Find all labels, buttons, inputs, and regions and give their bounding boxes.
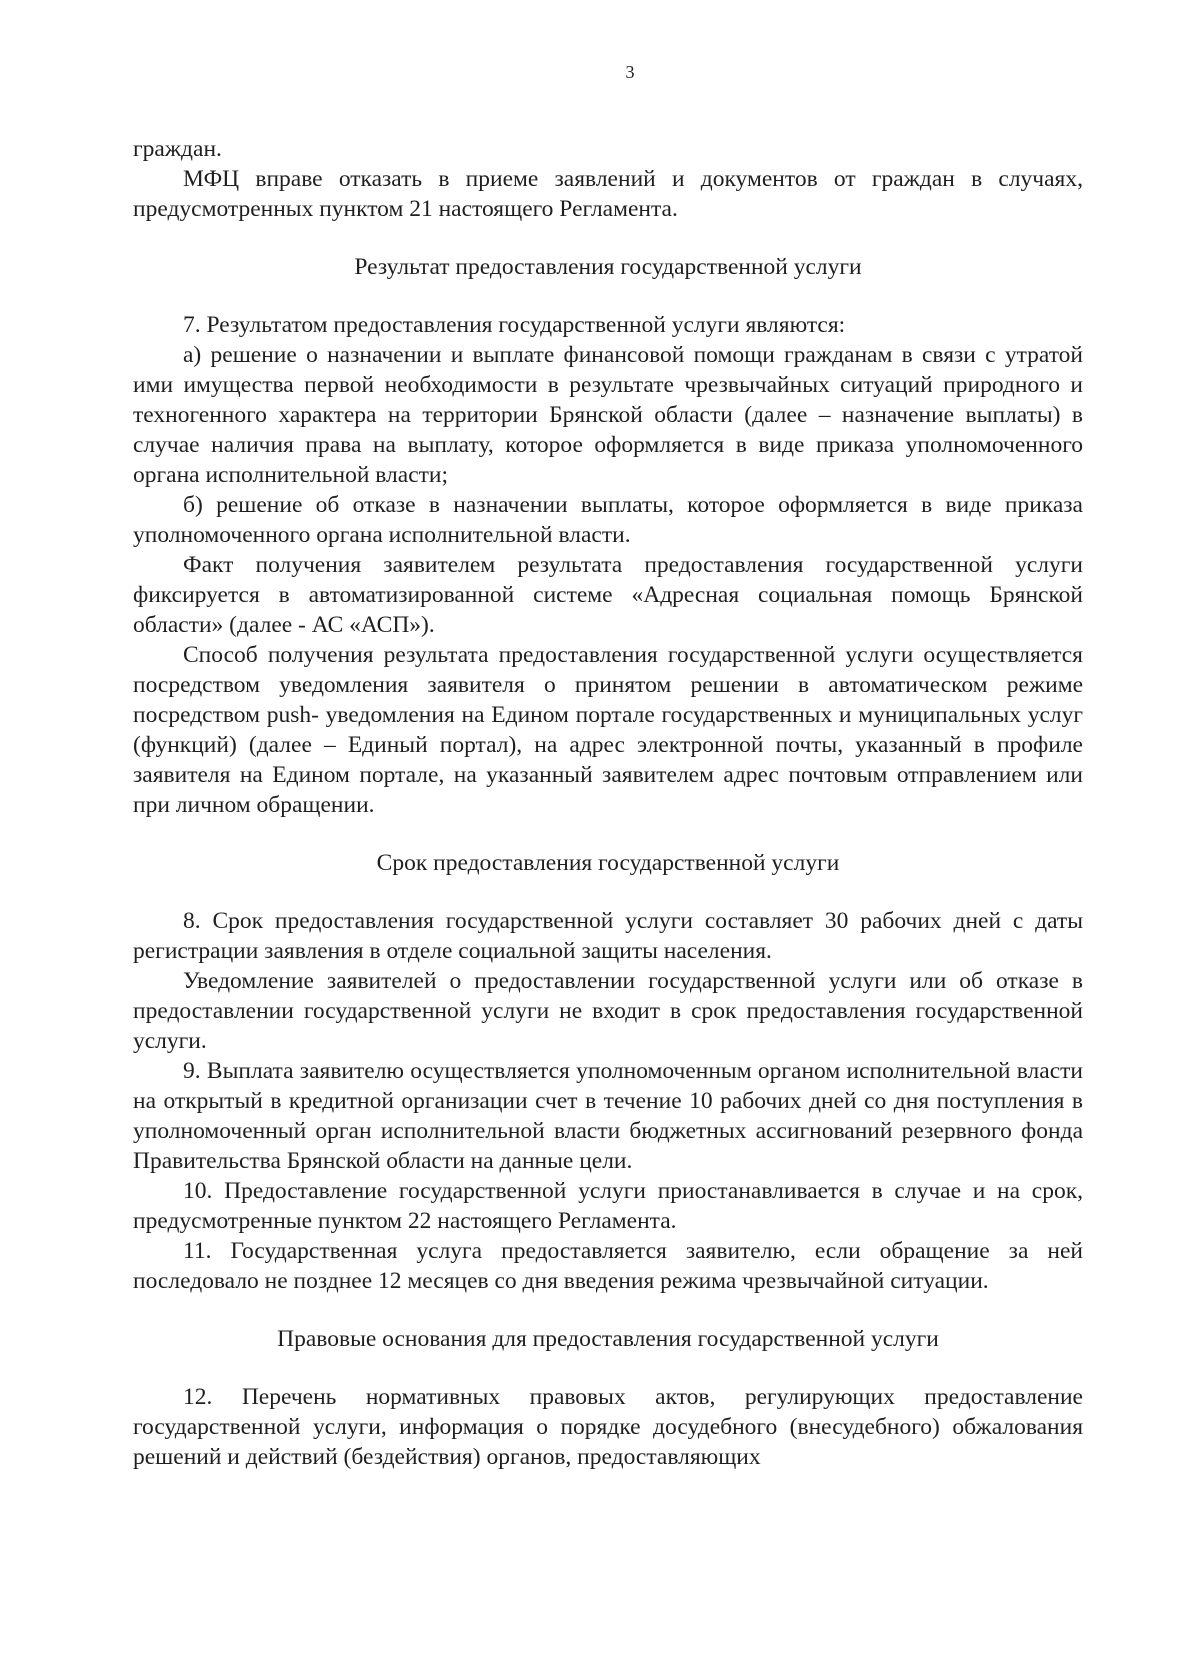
paragraph-notification: Уведомление заявителей о предоставлении государственной услуги или об отказе в предоставлении государственной услуги не входит в срок предоставления государственной услуги. (133, 968, 1083, 1054)
paragraph-9: 9. Выплата заявителю осуществляется уполномоченным органом исполнительной власти на открытый в кредитной организации счет в течение 10 рабочих дней со дня поступления в уполномоченный орган исполнительной власти бюджетных ассигнований резервного фонда Правительства Брянской области на данные цели. (133, 1058, 1083, 1174)
page-number: 3 (625, 62, 635, 82)
paragraph-7a: а) решение о назначении и выплате финансовой помощи гражданам в связи с утратой ими имущества первой необходимости в результате чрезвычайных ситуаций природного и техногенного характера на территории Брянской области (далее – назначение выплаты) в случае наличия права на выплату, которое оформляется в виде приказа уполномоченного органа исполнительной власти; (133, 342, 1083, 488)
paragraph-continuation: граждан. (133, 136, 222, 162)
paragraph-result-fact: Факт получения заявителем результата предоставления государственной услуги фиксируется в автоматизированной системе «Адресная социальная помощь Брянской области» (далее - АС «АСП»). (133, 552, 1083, 638)
document-body (133, 134, 1083, 1472)
section-heading-term: Срок предоставления государственной услуги (376, 850, 840, 876)
section-heading-legal-basis: Правовые основания для предоставления государственной услуги (277, 1326, 939, 1352)
paragraph-result-method: Способ получения результата предоставления государственной услуги осуществляется посредством уведомления заявителя о принятом решении в автоматическом режиме посредством push- уведомления на Едином портале государственных и муниципальных услуг (функций) (далее – Единый портал), на адрес электронной почты, указанный в профиле заявителя на Едином портале, на указанный заявителем адрес почтовым отправлением или при личном обращении. (133, 642, 1083, 818)
paragraph-8: 8. Срок предоставления государственной услуги составляет 30 рабочих дней с даты регистрации заявления в отделе социальной защиты населения. (133, 908, 1083, 964)
paragraph-mfc-refusal: МФЦ вправе отказать в приеме заявлений и документов от граждан в случаях, предусмотренных пунктом 21 настоящего Регламента. (133, 166, 1083, 222)
paragraph-7: 7. Результатом предоставления государственной услуги являются: (183, 312, 846, 338)
paragraph-11: 11. Государственная услуга предоставляется заявителю, если обращение за ней последовало не позднее 12 месяцев со дня введения режима чрезвычайной ситуации. (133, 1238, 1083, 1294)
paragraph-12: 12. Перечень нормативных правовых актов, регулирующих предоставление государственной услуги, информация о порядке досудебного (внесудебного) обжалования решений и действий (бездействия) органов, предоставляющих (133, 1384, 1083, 1470)
section-heading-result: Результат предоставления государственной услуги (354, 254, 862, 280)
paragraph-10: 10. Предоставление государственной услуги приостанавливается в случае и на срок, предусмотренные пунктом 22 настоящего Регламента. (133, 1178, 1083, 1234)
paragraph-7b: б) решение об отказе в назначении выплаты, которое оформляется в виде приказа уполномоченного органа исполнительной власти. (133, 492, 1083, 548)
